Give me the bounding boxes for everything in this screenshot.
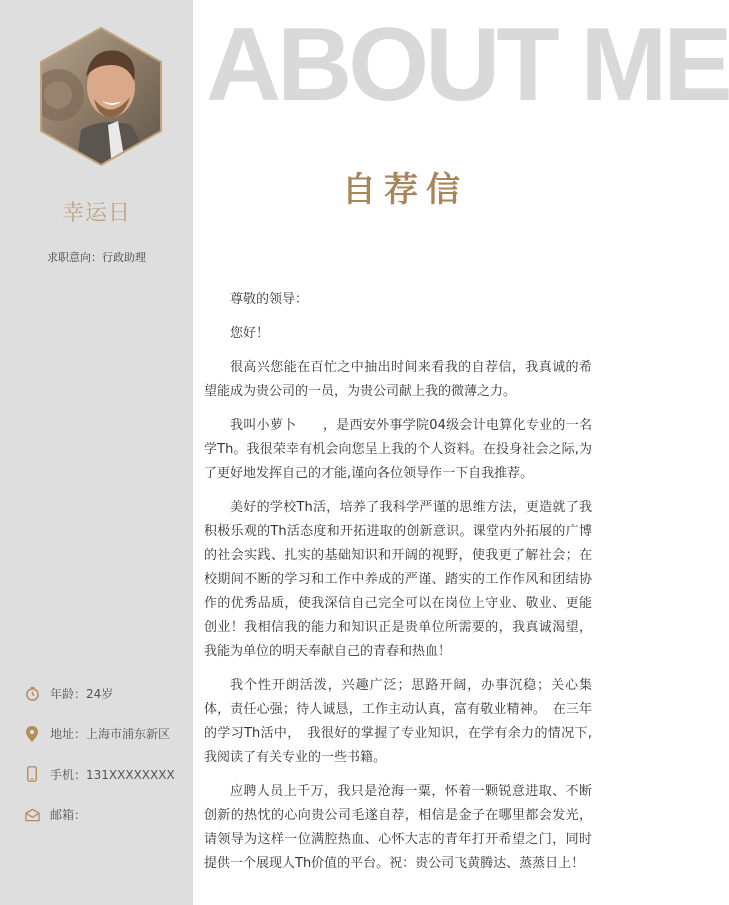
info-row-email: [24, 805, 189, 825]
address-text: 地址：上海市浦东新区: [50, 727, 171, 741]
info-row-phone: [24, 764, 189, 784]
phone-text: 手机：131XXXXXXXX: [50, 767, 175, 782]
clock-icon: [24, 685, 40, 701]
job-intent: 求职意向：行政助理: [47, 251, 146, 264]
age-text: 年龄：24岁: [50, 686, 114, 701]
candidate-name: 幸运日: [61, 201, 131, 226]
letter-paragraph: 我个性开朗活泼，兴趣广泛；思路开阔，办事沉稳；关心集体，责任心强；待人诚恳，工作主动认真，富有敬业精神。 在三年的学习Th活中， 我很好的掌握了专业知识，在学有余力的情况下,我阅读了有关专业的一些书籍。: [204, 678, 592, 765]
email-text: 邮箱：: [50, 808, 87, 822]
sidebar: [0, 0, 193, 905]
info-row-age: [24, 683, 189, 703]
mail-icon: [24, 807, 40, 823]
about-me-banner: ABOUT ME: [206, 7, 729, 123]
avatar: [36, 25, 166, 168]
letter-salutation: 尊敬的领导：: [230, 292, 309, 307]
phone-icon: [24, 766, 40, 782]
contact-info: [24, 683, 189, 845]
letter-paragraph: 美好的学校Th活，培养了我科学严谨的思维方法，更造就了我积极乐观的Th活态度和开拓进取的创新意识。课堂内外拓展的广博的社会实践、扎实的基础知识和开阔的视野，使我更了解社会；在校期间不断的学习和工作中养成的严谨、踏实的工作作风和团结协作的优秀品质，使我深信自己完全可以在岗位上守业、敬业、更能创业！我相信我的能力和知识正是贵单位所需要的，我真诚渴望，我能为单位的明天奉献自己的青春和热血！: [204, 500, 592, 659]
letter-greeting: 您好！: [230, 326, 270, 341]
letter-paragraph: 很高兴您能在百忙之中抽出时间来看我的自荐信，我真诚的希望能成为贵公司的一员，为贵公司献上我的微薄之力。: [204, 360, 592, 399]
letter-paragraph: 应聘人员上千万，我只是沧海一粟，怀着一颗锐意进取、不断创新的热忱的心向贵公司毛遂自荐，相信是金子在哪里都会发光，请领导为这样一位满腔热血、心怀大志的青年打开希望之门，同时提供一个展现人Th价值的平台。祝：贵公司飞黄腾达、蒸蒸日上！: [204, 784, 592, 871]
location-pin-icon: [24, 726, 40, 742]
letter-paragraph: 我叫小萝卜 ，是西安外事学院04级会计电算化专业的一名学Th。我很荣幸有机会向您呈上我的个人资料。在投身社会之际,为了更好地发挥自己的才能,谨向各位领导作一下自我推荐。: [204, 418, 592, 481]
info-row-address: [24, 724, 189, 744]
cover-letter-body: [204, 288, 592, 886]
page-title: 自荐信: [342, 170, 468, 210]
